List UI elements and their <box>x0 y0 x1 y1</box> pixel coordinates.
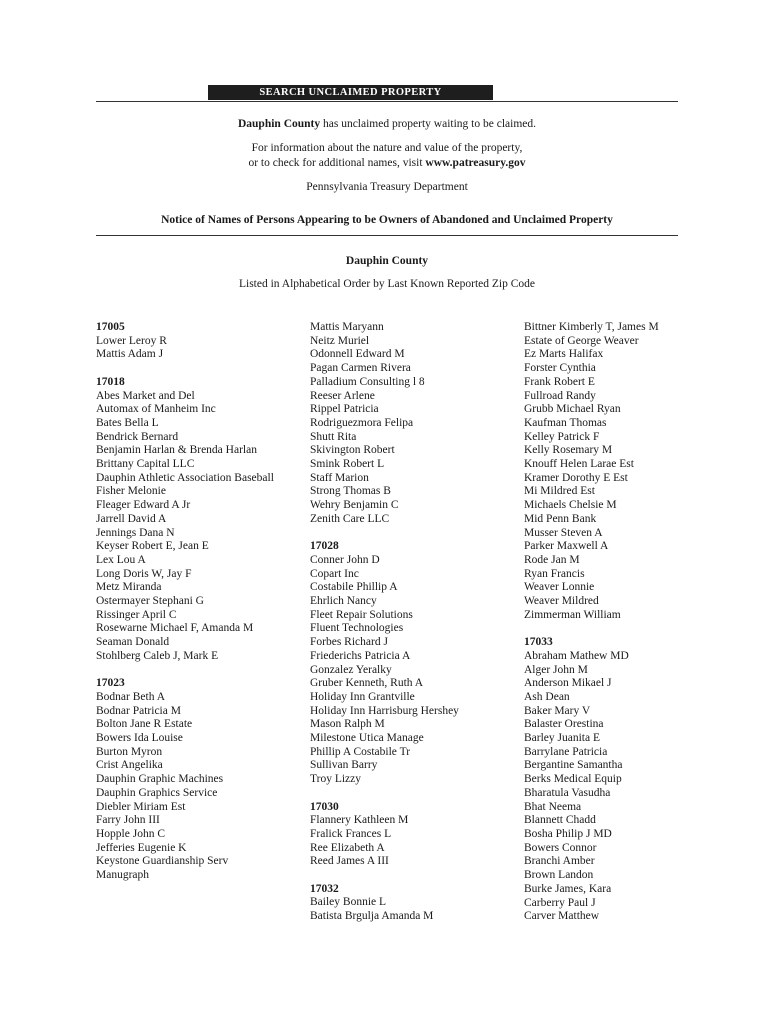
header-rule-bottom <box>96 235 678 236</box>
owner-name: Pagan Carmen Rivera <box>310 362 411 375</box>
owner-name: Fleager Edward A Jr <box>96 499 191 512</box>
owner-name: Automax of Manheim Inc <box>96 403 216 416</box>
owner-name: Forster Cynthia <box>524 362 596 375</box>
owner-name: Bendrick Bernard <box>96 430 179 443</box>
owner-name: Bates Bella L <box>96 416 159 429</box>
owner-name: Zenith Care LLC <box>310 512 390 525</box>
owner-name: Knouff Helen Larae Est <box>524 458 634 471</box>
owner-name: Neitz Muriel <box>310 334 370 347</box>
county-title: Dauphin County <box>345 255 429 267</box>
owner-name: Costabile Phillip A <box>310 581 398 594</box>
owner-name: Reed James A III <box>310 855 389 868</box>
owner-name: Abes Market and Del <box>96 389 195 402</box>
listing-order: Listed in Alphabetical Order by Last Known Reported Zip Code <box>238 278 536 290</box>
zip-heading: 17005 <box>96 321 125 333</box>
owner-name: Rippel Patricia <box>310 403 379 416</box>
county-intro <box>96 116 678 133</box>
owner-name: Bodnar Patricia M <box>96 704 181 717</box>
names-column-2 <box>310 321 510 924</box>
owner-name: Burke James, Kara <box>524 882 612 895</box>
treasury-link[interactable]: www.patreasury.gov <box>425 157 526 169</box>
owner-name: Kaufman Thomas <box>524 416 607 429</box>
owner-name: Wehry Benjamin C <box>310 499 399 512</box>
header-rule-top <box>96 101 678 102</box>
owner-name: Copart Inc <box>310 567 359 580</box>
owner-name: Farry John III <box>96 814 160 827</box>
owner-name: Jennings Dana N <box>96 526 175 539</box>
owner-name: Mason Ralph M <box>310 718 385 731</box>
owner-name: Brittany Capital LLC <box>96 458 195 471</box>
owner-name: Long Doris W, Jay F <box>96 567 192 580</box>
owner-name: Palladium Consulting l 8 <box>310 375 425 388</box>
owner-name: Burton Myron <box>96 745 163 758</box>
notice-title: Notice of Names of Persons Appearing to be Owners of Abandoned and Unclaimed Property <box>161 214 613 226</box>
owner-name: Mattis Adam J <box>96 348 164 361</box>
owner-name: Mid Penn Bank <box>524 512 597 525</box>
search-banner: SEARCH UNCLAIMED PROPERTY <box>208 85 493 100</box>
zip-heading: 17023 <box>96 677 125 690</box>
owner-name: Shutt Rita <box>310 430 357 443</box>
owner-name: Kramer Dorothy E Est <box>524 471 628 484</box>
owner-name: Barley Juanita E <box>524 732 601 745</box>
owner-name: Bharatula Vasudha <box>524 786 611 799</box>
owner-name: Bowers Ida Louise <box>96 732 183 745</box>
owner-name: Ryan Francis <box>524 567 585 580</box>
names-column-1 <box>96 321 296 883</box>
owner-name: Fralick Frances L <box>310 827 392 840</box>
owner-name: Ree Elizabeth A <box>310 841 385 854</box>
owner-name: Jarrell David A <box>96 512 167 525</box>
owner-name: Berks Medical Equip <box>524 773 622 786</box>
owner-name: Dauphin Graphics Service <box>96 786 218 799</box>
owner-name: Estate of George Weaver <box>524 334 639 347</box>
owner-name: Blannett Chadd <box>524 814 596 827</box>
info-line-2 <box>96 155 678 172</box>
names-column-3 <box>524 321 724 924</box>
owner-name: Branchi Amber <box>524 855 595 868</box>
owner-name: Balaster Orestina <box>524 718 604 731</box>
owner-name: Bowers Connor <box>524 841 597 854</box>
owner-name: Ostermayer Stephani G <box>96 595 204 608</box>
owner-name: Keystone Guardianship Serv <box>96 855 229 868</box>
owner-name: Rissinger April C <box>96 608 177 621</box>
owner-name: Bolton Jane R Estate <box>96 718 193 731</box>
owner-name: Flannery Kathleen M <box>310 814 409 827</box>
owner-name: Fullroad Randy <box>524 389 596 402</box>
owner-name: Mi Mildred Est <box>524 485 595 498</box>
owner-name: Phillip A Costabile Tr <box>310 745 411 758</box>
owner-name: Diebler Miriam Est <box>96 800 186 813</box>
owner-name: Ez Marts Halifax <box>524 348 604 361</box>
owner-name: Anderson Mikael J <box>524 677 612 690</box>
owner-name: Odonnell Edward M <box>310 348 405 361</box>
owner-name: Dauphin Athletic Association Baseball <box>96 471 274 484</box>
owner-name: Grubb Michael Ryan <box>524 403 621 416</box>
owner-name: Strong Thomas B <box>310 485 391 498</box>
owner-name: Jefferies Eugenie K <box>96 841 187 854</box>
owner-name: Gonzalez Yeralky <box>310 663 392 676</box>
owner-name: Mattis Maryann <box>310 321 384 333</box>
owner-name: Lower Leroy R <box>96 334 167 347</box>
owner-name: Carberry Paul J <box>524 896 596 909</box>
owner-name: Ehrlich Nancy <box>310 595 377 608</box>
owner-name: Carver Matthew <box>524 910 600 923</box>
zip-heading: 17033 <box>524 636 553 649</box>
owner-name: Ash Dean <box>524 690 570 703</box>
owner-name: Smink Robert L <box>310 458 385 471</box>
owner-name: Alger John M <box>524 663 588 676</box>
owner-name: Fisher Melonie <box>96 485 166 498</box>
owner-name: Baker Mary V <box>524 704 591 717</box>
owner-name: Manugraph <box>96 869 150 882</box>
owner-name: Dauphin Graphic Machines <box>96 773 224 786</box>
owner-name: Fluent Technologies <box>310 622 404 635</box>
zip-heading: 17030 <box>310 800 339 813</box>
owner-name: Bittner Kimberly T, James M <box>524 321 659 333</box>
owner-name: Bosha Philip J MD <box>524 828 612 840</box>
zip-heading: 17018 <box>96 375 125 388</box>
owner-name: Rodriguezmora Felipa <box>310 416 414 429</box>
owner-name: Batista Brgulja Amanda M <box>310 910 434 923</box>
owner-name: Weaver Mildred <box>524 595 599 608</box>
owner-name: Benjamin Harlan & Brenda Harlan <box>96 444 257 457</box>
owner-name: Hopple John C <box>96 827 165 840</box>
info-line-2-text: or to check for additional names, visit <box>248 157 426 169</box>
owner-name: Kelley Patrick F <box>524 430 600 443</box>
zip-heading: 17028 <box>310 540 339 553</box>
owner-name: Lex Lou A <box>96 553 146 566</box>
owner-name: Barrylane Patricia <box>524 745 608 758</box>
info-line-1: For information about the nature and value of the property, <box>251 142 523 154</box>
owner-name: Keyser Robert E, Jean E <box>96 540 209 553</box>
owner-name: Rode Jan M <box>524 553 580 566</box>
owner-name: Troy Lizzy <box>310 773 362 786</box>
owner-name: Bodnar Beth A <box>96 690 165 703</box>
owner-name: Staff Marion <box>310 471 369 484</box>
owner-name: Holiday Inn Grantville <box>310 690 415 703</box>
owner-name: Friederichs Patricia A <box>310 649 411 662</box>
owner-name: Weaver Lonnie <box>524 581 595 594</box>
owner-name: Holiday Inn Harrisburg Hershey <box>310 704 459 717</box>
owner-name: Brown Landon <box>524 869 594 882</box>
owner-name: Crist Angelika <box>96 759 163 772</box>
owner-name: Frank Robert E <box>524 375 595 388</box>
owner-name: Metz Miranda <box>96 581 162 594</box>
county-name: Dauphin County <box>237 118 321 130</box>
owner-name: Rosewarne Michael F, Amanda M <box>96 622 254 635</box>
owner-name: Michaels Chelsie M <box>524 499 617 512</box>
owner-name: Kelly Rosemary M <box>524 444 613 457</box>
owner-name: Fleet Repair Solutions <box>310 608 413 621</box>
owner-name: Sullivan Barry <box>310 759 378 772</box>
owner-name: Stohlberg Caleb J, Mark E <box>96 649 219 662</box>
owner-name: Bhat Neema <box>524 800 582 813</box>
owner-name: Conner John D <box>310 553 380 566</box>
owner-name: Abraham Mathew MD <box>524 649 629 662</box>
owner-name: Musser Steven A <box>524 526 603 539</box>
county-intro-text: has unclaimed property waiting to be claimed. <box>320 118 537 130</box>
department: Pennsylvania Treasury Department <box>306 181 468 193</box>
owner-name: Skivington Robert <box>310 444 395 457</box>
owner-name: Reeser Arlene <box>310 389 375 402</box>
owner-name: Forbes Richard J <box>310 636 388 649</box>
owner-name: Milestone Utica Manage <box>310 732 424 745</box>
owner-name: Parker Maxwell A <box>524 540 609 553</box>
owner-name: Gruber Kenneth, Ruth A <box>310 677 424 690</box>
owner-name: Seaman Donald <box>96 636 170 649</box>
owner-name: Bergantine Samantha <box>524 759 623 772</box>
owner-name: Zimmerman William <box>524 608 621 621</box>
owner-name: Bailey Bonnie L <box>310 896 387 909</box>
zip-heading: 17032 <box>310 882 339 895</box>
